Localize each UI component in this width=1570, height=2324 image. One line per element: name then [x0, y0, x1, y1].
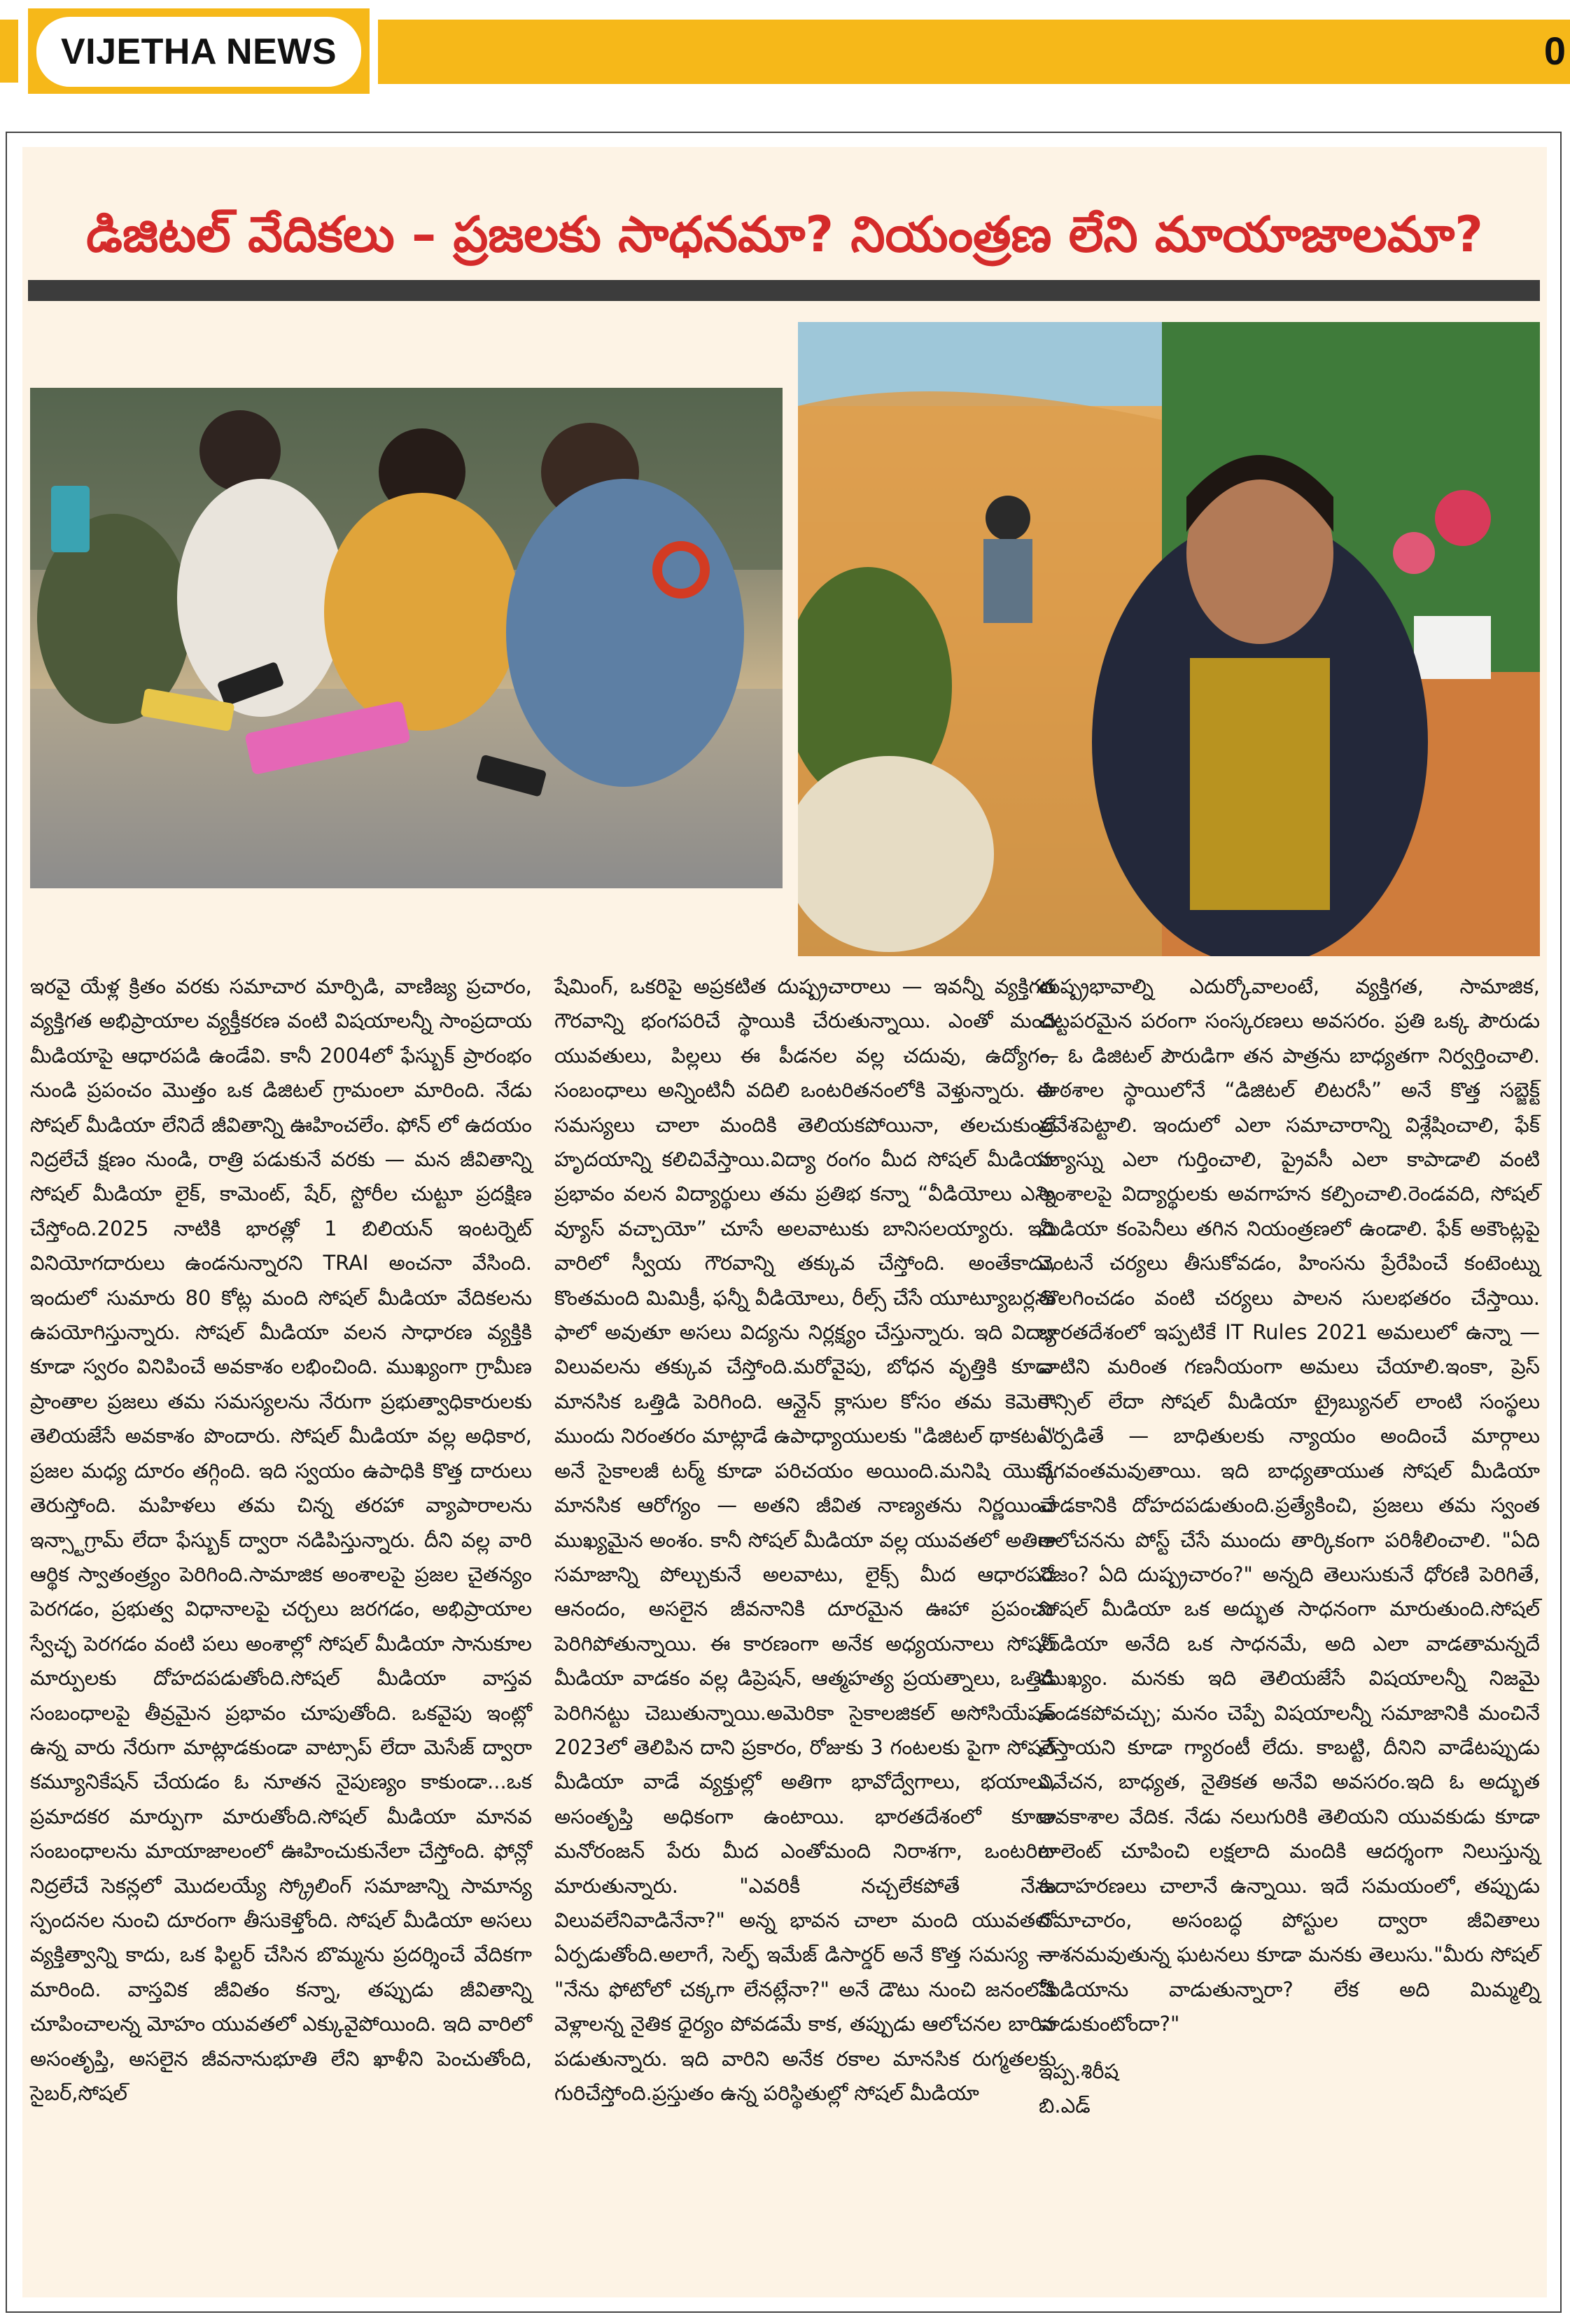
article-frame	[6, 132, 1562, 2313]
logo-text: VIJETHA NEWS	[60, 31, 337, 72]
author-name: ఇప్ప.శిరీష	[1039, 2059, 1119, 2083]
logo	[36, 17, 361, 87]
headline: డిజిటల్ వేదికలు – ప్రజలకు సాధనమా? నియంత్రణ లేని మాయాజాలమా?	[86, 206, 1483, 263]
masthead-bar	[378, 20, 1570, 84]
students-with-phones-photo	[30, 388, 783, 888]
headline-rule	[28, 280, 1540, 301]
article-column-3	[1039, 969, 1540, 2123]
article-panel	[22, 147, 1547, 2297]
author-qualification: బి.ఎడ్	[1039, 2094, 1091, 2118]
author-portrait-photo	[798, 322, 1540, 956]
masthead-left-strip	[0, 20, 18, 83]
article-column-2: షేమింగ్, ఒకరిపై అప్రకటిత దుష్ప్రచారాలు — ఇవన్నీ వ్యక్తిగత గౌరవాన్ని భంగపరిచే స్థాయికి చేరుతున్నాయి. ఎంతో మంది యువతులు, పిల్లలు ఈ పీడనల వల్ల చదువు, ఉద్యోగం, సంబంధాలు అన్నింటినీ వదిలి ఒంటరితనంలోకి వెళ్తున్నారు. ఈ సమస్యలు చాలా మందికి తెలియకపోయినా, తలచుకుంటే హృదయాన్ని కలిచివేస్తాయి.విద్యా రంగం మీద సోషల్ మీడియా ప్రభావం వలన విద్యార్థులు తమ ప్రతిభ కన్నా “వీడియోలు ఎన్ని వ్యూస్ వచ్చాయో” చూసే అలవాటుకు బానిసలయ్యారు. ఇది వారిలో స్వీయ గౌరవాన్ని తక్కువ చేస్తోంది. అంతేకాదు, కొంతమంది మిమిక్రీ, ఫన్నీ వీడియోలు, రీల్స్ చేసే యూట్యూబర్లను ఫాలో అవుతూ అసలు విద్యను నిర్లక్ష్యం చేస్తున్నారు. ఇది విద్యా విలువలను తక్కువ చేస్తోంది.మరోవైపు, బోధన వృత్తికి కూడా మానసిక ఒత్తిడి పెరిగింది. ఆన్లైన్ క్లాసుల కోసం తమ కెమెరా ముందు నిరంతరం మాట్లాడే ఉపాధ్యాయులకు "డిజిటల్ థాకటం" అనే సైకాలజీ టర్మ్ కూడా పరిచయం అయింది.మనిషి యొక్క మానసిక ఆరోగ్యం — అతని జీవిత నాణ్యతను నిర్ణయించే ముఖ్యమైన అంశం. కానీ సోషల్ మీడియా వల్ల యువతలో అతిగా సమాజాన్ని పోల్చుకునే అలవాటు, లైక్స్ మీద ఆధారపడే ఆనందం, అసలైన జీవనానికి దూరమైన ఊహా ప్రపంచం పెరిగిపోతున్నాయి. ఈ కారణంగా అనేక అధ్యయనాలు సోషల్ మీడియా వాడకం వల్ల డిప్రెషన్, ఆత్మహత్య ప్రయత్నాలు, ఒత్తిడి పెరిగినట్టు చెబుతున్నాయి.అమెరికా సైకాలజికల్ అసోసియేషన్ 2023లో తెలిపిన దాని ప్రకారం, రోజుకు 3 గంటలకు పైగా సోషల్ మీడియా వాడే వ్యక్తుల్లో అతిగా భావోద్వేగాలు, భయాలు, అసంతృప్తి అధికంగా ఉంటాయి. భారతదేశంలో కూడా మనోరంజన్ పేరు మీద ఎంతోమంది నిరాశగా, ఒంటరిగా మారుతున్నారు. "ఎవరికీ నచ్చలేకపోతే నేను విలువలేనివాడినేనా?" అన్న భావన చాలా మంది యువతలో ఏర్పడుతోంది.అలాగే, సెల్ఫ్ ఇమేజ్ డిసార్డర్ అనే కొత్త సమస్య — "నేను ఫోటోలో చక్కగా లేనట్లేనా?" అనే డౌటు నుంచి జనంలోకి వెళ్లాలన్న నైతిక ధైర్యం పోవడమే కాక, తప్పుడు ఆలోచనల బారిన పడుతున్నారు. ఇది వారిని అనేక రకాల మానసిక రుగ్మతలకు గురిచేస్తోంది.ప్రస్తుతం ఉన్న పరిస్థితుల్లో సోషల్ మీడియా	[554, 974, 1056, 2105]
article-column-3-text: దుష్ప్రభావాల్ని ఎదుర్కోవాలంటే, వ్యక్తిగత, సామాజిక, చట్టపరమైన పరంగా సంస్కరణలు అవసరం. ప్రతి ఒక్క పౌరుడు — ఓ డిజిటల్ పౌరుడిగా తన పాత్రను బాధ్యతగా నిర్వర్తించాలి. పాఠశాల స్థాయిలోనే “డిజిటల్ లిటరసీ” అనే కొత్త సబ్జెక్ట్ ప్రవేశపెట్టాలి. ఇందులో ఎలా సమాచారాన్ని విశ్లేషించాలి, ఫేక్ న్యూస్ను ఎలా గుర్తించాలి, ప్రైవసీ ఎలా కాపాడాలి వంటి అంశాలపై విద్యార్థులకు అవగాహన కల్పించాలి.రెండవది, సోషల్ మీడియా కంపెనీలు తగిన నియంత్రణలో ఉండాలి. ఫేక్ అకౌంట్లపై వెంటనే చర్యలు తీసుకోవడం, హింసను ప్రేరేపించే కంటెంట్ను తొలగించడం వంటి చర్యలు పాలన సులభతరం చేస్తాయి. భారతదేశంలో ఇప్పటికే IT Rules 2021 అమలులో ఉన్నా — వాటిని మరింత గణనీయంగా అమలు చేయాలి.ఇంకా, ప్రెస్ కౌన్సిల్ లేదా సోషల్ మీడియా ట్రైబ్యునల్ లాంటి సంస్థలు ఏర్పడితే — బాధితులకు న్యాయం అందించే మార్గాలు వేగవంతమవుతాయి. ఇది బాధ్యతాయుత సోషల్ మీడియా వాడకానికి దోహదపడుతుంది.ప్రత్యేకించి, ప్రజలు తమ స్వంత ఆలోచనను పోస్ట్ చేసే ముందు తార్కికంగా పరిశీలించాలి. "ఏది నిజం? ఏది దుష్ప్రచారం?" అన్నది తెలుసుకునే ధోరణి పెరిగితే, సోషల్ మీడియా ఒక అద్భుత సాధనంగా మారుతుంది.సోషల్ మీడియా అనేది ఒక సాధనమే, అది ఎలా వాడతామన్నదే ముఖ్యం. మనకు ఇది తెలియజేసే విషయాలన్నీ నిజమై ఉండకపోవచ్చు; మనం చెప్పే విషయాలన్నీ సమాజానికి మంచినే చేస్తాయని కూడా గ్యారంటీ లేదు. కాబట్టి, దీనిని వాడేటప్పుడు వివేచన, బాధ్యత, నైతికత అనేవి అవసరం.ఇది ఓ అద్భుత అవకాశాల వేదిక. నేడు నలుగురికి తెలియని యువకుడు కూడా టాలెంట్ చూపించి లక్షలాది మందికి ఆదర్శంగా నిలుస్తున్న ఉదాహరణలు చాలానే ఉన్నాయి. ఇదే సమయంలో, తప్పుడు సమాచారం, అసంబద్ధ పోస్టుల ద్వారా జీవితాలు నాశనమవుతున్న ఘటనలు కూడా మనకు తెలుసు."మీరు సోషల్ మీడియాను వాడుతున్నారా? లేక అది మిమ్మల్ని వాడుకుంటోందా?"	[1039, 974, 1540, 2036]
article-column-1: ఇరవై యేళ్ల క్రితం వరకు సమాచార మార్పిడి, వాణిజ్య ప్రచారం, వ్యక్తిగత అభిప్రాయాల వ్యక్తీకరణ వంటి విషయాలన్నీ సాంప్రదాయ మీడియాపై ఆధారపడి ఉండేవి. కానీ 2004లో ఫేస్బుక్ ప్రారంభం నుండి ప్రపంచం మొత్తం ఒక డిజిటల్ గ్రామంలా మారింది. నేడు సోషల్ మీడియా లేనిదే జీవితాన్ని ఊహించలేం. ఫోన్ లో ఉదయం నిద్రలేచే క్షణం నుండి, రాత్రి పడుకునే వరకు — మన జీవితాన్ని సోషల్ మీడియా లైక్, కామెంట్, షేర్, స్టోరీల చుట్టూ ప్రదక్షిణ చేస్తోంది.2025 నాటికి భారత్లో 1 బిలియన్ ఇంటర్నెట్ వినియోగదారులు ఉండనున్నారని TRAI అంచనా వేసింది. ఇందులో సుమారు 80 కోట్ల మంది సోషల్ మీడియా వేదికలను ఉపయోగిస్తున్నారు. సోషల్ మీడియా వలన సాధారణ వ్యక్తికి కూడా స్వరం వినిపించే అవకాశం లభించింది. ముఖ్యంగా గ్రామీణ ప్రాంతాల ప్రజలు తమ సమస్యలను నేరుగా ప్రభుత్వాధికారులకు తెలియజేసే అవకాశం పొందారు. సోషల్ మీడియా వల్ల అధికార, ప్రజల మధ్య దూరం తగ్గింది. ఇది స్వయం ఉపాధికి కొత్త దారులు తెరుస్తోంది. మహిళలు తమ చిన్న తరహా వ్యాపారాలను ఇన్స్టాగ్రామ్ లేదా ఫేస్బుక్ ద్వారా నడిపిస్తున్నారు. దీని వల్ల వారి ఆర్థిక స్వాతంత్ర్యం పెరిగింది.సామాజిక అంశాలపై ప్రజల చైతన్యం పెరగడం, ప్రభుత్వ విధానాలపై చర్చలు జరగడం, అభిప్రాయాల స్వేచ్ఛ పెరగడం వంటి పలు అంశాల్లో సోషల్ మీడియా సానుకూల మార్పులకు దోహదపడుతోంది.సోషల్ మీడియా వాస్తవ సంబంధాలపై తీవ్రమైన ప్రభావం చూపుతోంది. ఒకవైపు ఇంట్లో ఉన్న వారు నేరుగా మాట్లాడకుండా వాట్సాప్ లేదా మెసేజ్ ద్వారా కమ్యూనికేషన్ చేయడం ఓ నూతన నైపుణ్యం కాకుండా...ఒక ప్రమాదకర మార్పుగా మారుతోంది.సోషల్ మీడియా మానవ సంబంధాలను మాయాజాలంలో ఊహించుకునేలా చేస్తోంది. ఫోన్లో నిద్రలేచే సెకన్లలో మొదలయ్యే స్క్రోలింగ్ సమాజాన్ని సామాన్య స్పందనల నుంచి దూరంగా తీసుకెళ్తోంది. సోషల్ మీడియా అసలు వ్యక్తిత్వాన్ని కాదు, ఒక ఫిల్టర్ చేసిన బొమ్మను ప్రదర్శించే వేదికగా మారింది. వాస్తవిక జీవితం కన్నా, తప్పుడు జీవితాన్ని చూపించాలన్న మోహం యువతలో ఎక్కువైపోయింది. ఇది వారిలో అసంతృప్తి, అసలైన జీవనానుభూతి లేని ఖాళీని పెంచుతోంది, సైబర్,సోషల్	[30, 974, 532, 2105]
page-number: 0	[1543, 29, 1566, 73]
